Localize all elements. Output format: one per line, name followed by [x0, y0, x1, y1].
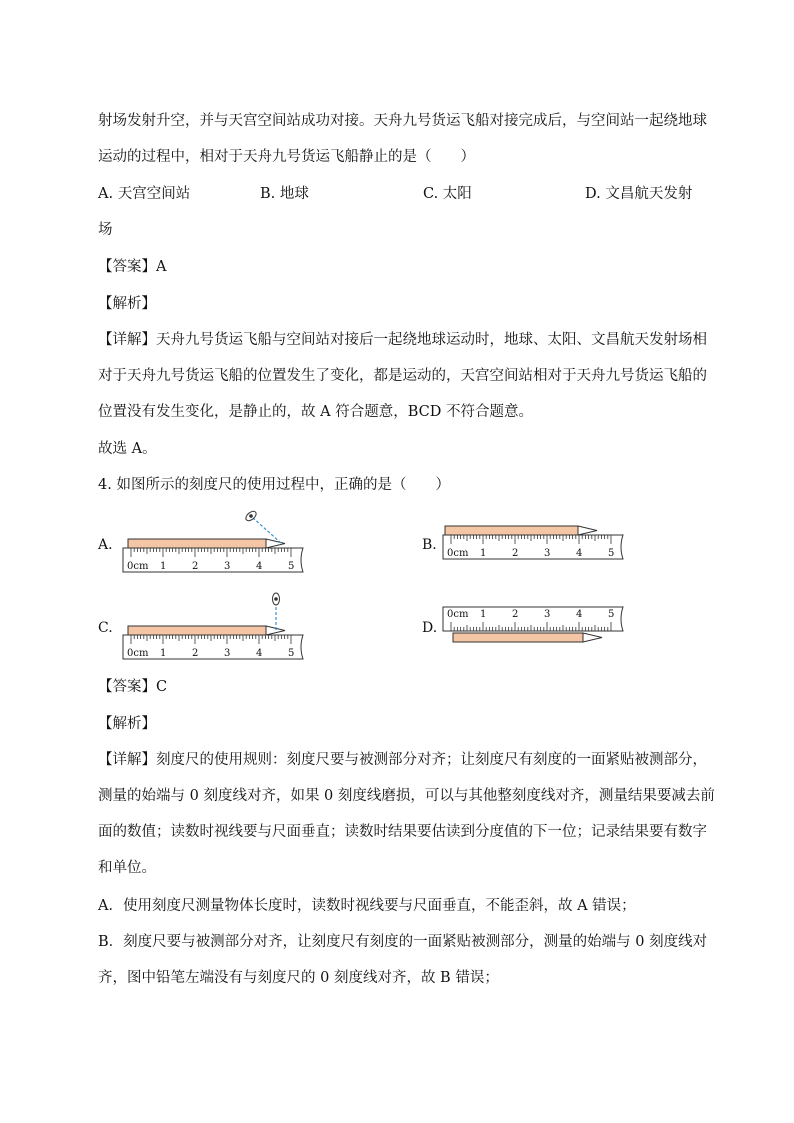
- ruler: [443, 607, 623, 631]
- ruler-tick-label: 1: [480, 548, 487, 559]
- ruler-tick-label: 5: [288, 561, 295, 572]
- ruler-tick-label: 0cm: [127, 648, 149, 659]
- q3-option-a: A. 天宫空间站: [98, 186, 191, 202]
- ruler-tick-label: 3: [544, 609, 551, 620]
- ruler: [443, 535, 623, 559]
- q4-answer: 【答案】C: [98, 679, 168, 695]
- eye-icon: [273, 593, 280, 605]
- q4-analysis-title: 【解析】: [98, 716, 156, 732]
- pencil-tip: [583, 633, 602, 642]
- ruler-tick-label: 0cm: [447, 548, 469, 559]
- q4-explain-a: A．使用刻度尺测量物体长度时，读数时视线要与尺面垂直，不能歪斜，故 A 错误；: [98, 898, 636, 914]
- pencil-body: [128, 539, 266, 548]
- figure-d: [440, 605, 640, 650]
- ruler-tick-label: 3: [224, 561, 231, 572]
- ruler-tick-label: 2: [512, 548, 519, 559]
- figure-b: [440, 520, 640, 565]
- figure-a: [115, 508, 315, 578]
- ruler-tick-label: 1: [160, 561, 167, 572]
- ruler-tick-label: 2: [192, 561, 199, 572]
- q3-detail-line2: 对于天舟九号货运飞船的位置发生了变化，都是运动的，天宫空间站相对于天舟九号货运飞船的: [98, 368, 707, 384]
- q3-option-b: B. 地球: [260, 186, 309, 202]
- q4-stem: 4. 如图所示的刻度尺的使用过程中，正确的是（ ）: [98, 477, 450, 493]
- pencil-body: [453, 633, 583, 642]
- figure-a-label: A.: [98, 537, 113, 553]
- q4-detail-line1: 【详解】刻度尺的使用规则：刻度尺要与被测部分对齐；让刻度尺有刻度的一面紧贴被测部分，: [98, 752, 707, 768]
- ruler-tick-label: 1: [160, 648, 167, 659]
- q3-option-d-wrap: 场: [98, 222, 113, 238]
- q4-explain-b-line1: B．刻度尺要与被测部分对齐，让刻度尺有刻度的一面紧贴被测部分，测量的始端与 0 刻度线对: [98, 934, 708, 950]
- q3-detail-line3: 位置没有发生变化，是静止的，故 A 符合题意，BCD 不符合题意。: [98, 404, 533, 420]
- ruler: [123, 548, 303, 572]
- q3-option-d: D. 文昌航天发射: [585, 186, 693, 202]
- pencil-body: [445, 526, 578, 535]
- figure-d-label: D.: [422, 620, 438, 636]
- ruler-tick-label: 0cm: [447, 609, 469, 620]
- q3-option-c: C. 太阳: [423, 186, 472, 202]
- ruler-tick-label: 4: [256, 648, 263, 659]
- q3-stem-line2: 运动的过程中，相对于天舟九号货运飞船静止的是（ ）: [98, 149, 475, 165]
- pencil-tip: [578, 526, 597, 535]
- ruler-tick-label: 0cm: [127, 561, 149, 572]
- q3-conclusion: 故选 A。: [98, 441, 157, 457]
- q3-answer: 【答案】A: [98, 259, 167, 275]
- q4-detail-line4: 和单位。: [98, 860, 156, 876]
- ruler-tick-label: 2: [512, 609, 519, 620]
- ruler: [123, 635, 303, 659]
- ruler-tick-label: 5: [608, 609, 615, 620]
- q3-detail-line1: 【详解】天舟九号货运飞船与空间站对接后一起绕地球运动时，地球、太阳、文昌航天发射场相: [98, 332, 707, 348]
- ruler-tick-label: 3: [544, 548, 551, 559]
- ruler-tick-label: 3: [224, 648, 231, 659]
- figure-c: [115, 590, 315, 665]
- ruler-tick-label: 5: [608, 548, 615, 559]
- ruler-tick-label: 4: [576, 548, 583, 559]
- q3-analysis-title: 【解析】: [98, 296, 156, 312]
- ruler-tick-label: 2: [192, 648, 199, 659]
- q4-detail-line3: 面的数值；读数时视线要与尺面垂直；读数时结果要估读到分度值的下一位；记录结果要有数字: [98, 824, 707, 840]
- ruler-tick-label: 1: [480, 609, 487, 620]
- q4-detail-line2: 测量的始端与 0 刻度线对齐，如果 0 刻度线磨损，可以与其他整刻度线对齐，测量结果要减去前: [98, 788, 715, 804]
- figure-c-label: C.: [98, 620, 113, 636]
- pencil-tip: [266, 539, 285, 548]
- pencil-body: [128, 626, 266, 635]
- eye-icon: [244, 509, 258, 522]
- q3-stem-line1: 射场发射升空，并与天宫空间站成功对接。天舟九号货运飞船对接完成后，与空间站一起绕地球: [98, 113, 707, 129]
- figure-b-label: B.: [422, 537, 437, 553]
- ruler-tick-label: 5: [288, 648, 295, 659]
- ruler-tick-label: 4: [576, 609, 583, 620]
- q4-explain-b-line2: 齐，图中铅笔左端没有与刻度尺的 0 刻度线对齐，故 B 错误；: [98, 970, 499, 986]
- ruler-tick-label: 4: [256, 561, 263, 572]
